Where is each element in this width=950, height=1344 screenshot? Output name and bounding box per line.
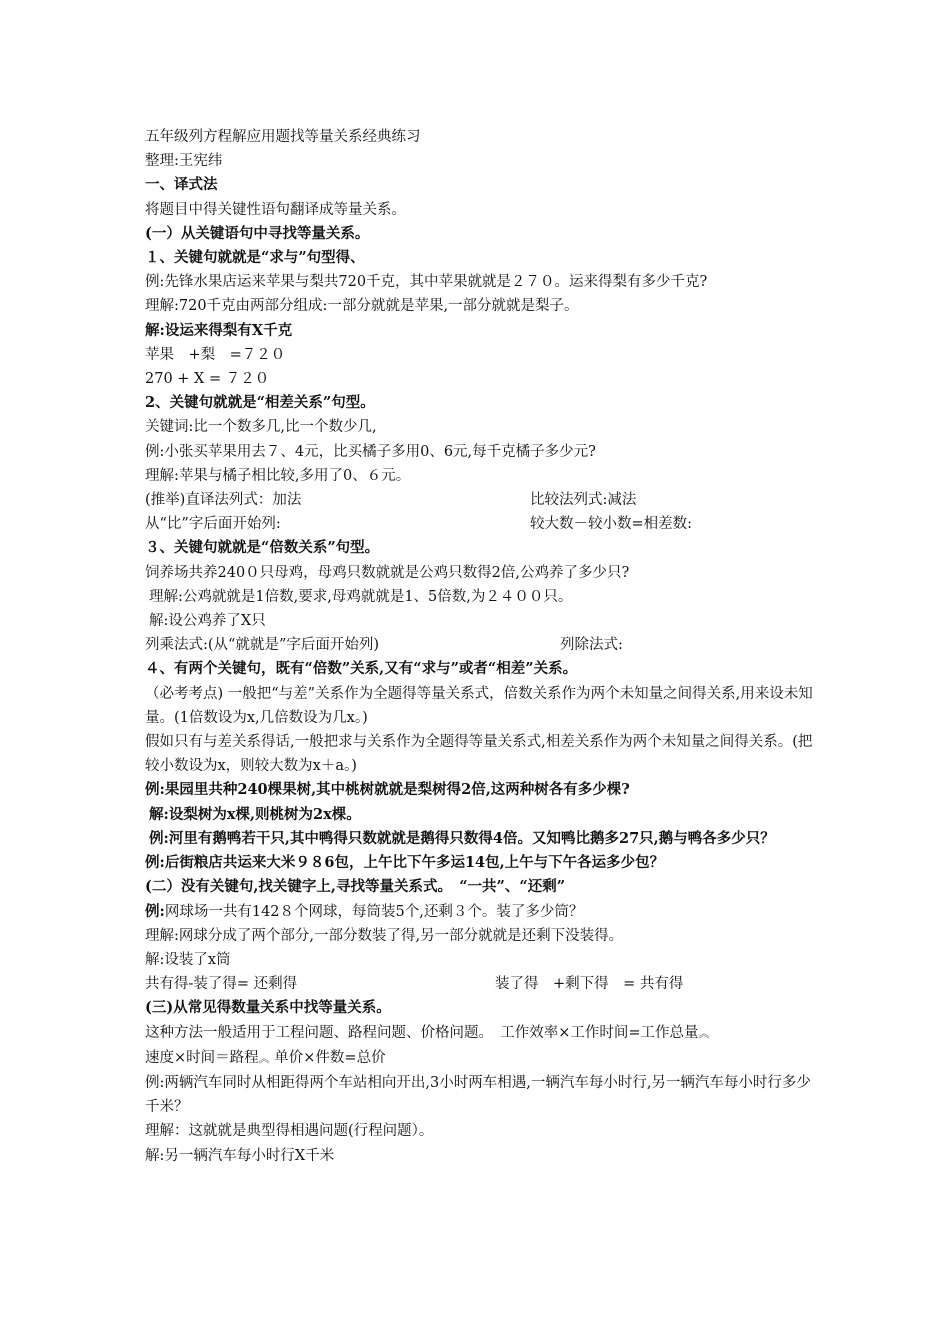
k2-from-row bbox=[145, 512, 815, 536]
p3-example: 例:两辆汽车同时从相距得两个车站相向开出,3小时两车相遇,一辆汽车每小时行,另一辆汽车每小时行多少千米？ bbox=[145, 1074, 811, 1116]
k3-methods-row bbox=[145, 633, 815, 657]
k3-heading: ３、关键句就就是“倍数关系”句型。 bbox=[145, 539, 380, 557]
p2-example-label: 例: bbox=[145, 902, 165, 920]
p3-solution: 解:另一辆汽车每小时行X千米 bbox=[145, 1147, 335, 1164]
p2-eq-right: 装了得 +剩下得 = 共有得 bbox=[495, 976, 684, 993]
p3-formula-speed: 速度×时间＝路程 bbox=[145, 1049, 259, 1066]
part-heading-3: (三)从常见得数量关系中找等量关系。 bbox=[145, 999, 391, 1017]
k4-heading: ４、有两个关键句，既有“倍数”关系,又有“求与”或者“相差”关系。 bbox=[145, 660, 578, 678]
k1-equation-2: 270 + X = ７２０ bbox=[145, 371, 270, 388]
p3-intro bbox=[145, 1021, 815, 1046]
k4-note-2: 假如只有与差关系得话,一般把求与关系作为全题得等量关系式,相差关系作为两个未知量之间得关系。(把较小数设为x，则较大数为x＋a。) bbox=[145, 734, 813, 775]
k4-example-2: 例:河里有鹅鸭若干只,其中鸭得只数就就是鹅得只数得4倍。又知鸭比鹅多27只,鹅与鸭各多少只？ bbox=[149, 829, 775, 847]
k1-heading: １、关键句就就是“求与”句型得、 bbox=[145, 249, 365, 267]
p2-eq-left: 共有得-装了得= 还剩得 bbox=[145, 976, 298, 993]
k4-example-1: 例:果园里共种240棵果树,其中桃树就就是梨树得2倍,这两种树各有多少棵? bbox=[145, 781, 630, 799]
doc-author: 整理:王宪纬 bbox=[145, 153, 223, 170]
k2-methods-row bbox=[145, 488, 815, 512]
k2-example: 例:小张买苹果用去７、4元，比买橘子多用0、6元,每千克橘子多少元? bbox=[145, 443, 596, 460]
p2-solution: 解:设装了x筒 bbox=[145, 951, 231, 968]
k2-heading: 2、关键句就就是“相差关系”句型。 bbox=[145, 394, 375, 412]
fold-symbol-icon: ︽ bbox=[258, 1051, 270, 1065]
k4-example-3: 例:后街粮店共运来大米９８6包，上午比下午多运14包,上午与下午各运多少包？ bbox=[145, 854, 665, 872]
fold-symbol-icon: ︽ bbox=[698, 1026, 710, 1040]
k2-method-direct: (推举)直译法列式：加法 bbox=[145, 492, 302, 509]
k1-equation-1: 苹果 +梨 =７２０ bbox=[145, 346, 286, 363]
p3-intro-text: 这种方法一般适用于工程问题、路程问题、价格问题。 工作效率×工作时间=工作总量 bbox=[145, 1024, 699, 1041]
k2-understand: 理解:苹果与橘子相比较,多用了0、６元。 bbox=[145, 467, 411, 484]
k3-problem: 饲养场共养240０只母鸡，母鸡只数就就是公鸡只数得2倍,公鸡养了多少只? bbox=[145, 564, 630, 581]
p3-formula-price: 单价×件数=总价 bbox=[274, 1049, 386, 1066]
k2-diff-text: 较大数－较小数=相差数: bbox=[530, 516, 693, 533]
k4-note-1: （必考考点) 一般把“与差”关系作为全题得等量关系式，倍数关系作为两个未知量之间得关系,用来设未知量。(1倍数设为x,几倍数设为几x。) bbox=[145, 685, 813, 726]
k2-from-text: 从“比”字后面开始列: bbox=[145, 516, 281, 533]
section-intro: 将题目中得关键性语句翻译成等量关系。 bbox=[145, 201, 406, 218]
p3-formulas bbox=[145, 1046, 815, 1071]
p2-understand: 理解:网球分成了两个部分,一部分数装了得,另一部分就就是还剩下没装得。 bbox=[145, 927, 624, 944]
p2-equations-row bbox=[145, 972, 815, 996]
p2-example-text: 网球场一共有142８个网球，每筒装5个,还剩３个。装了多少筒？ bbox=[164, 903, 584, 920]
k3-understand: 理解:公鸡就就是1倍数,要求,母鸡就就是1、5倍数,为２４００只。 bbox=[149, 588, 573, 605]
document-body bbox=[145, 125, 815, 1168]
k3-div: 列除法式: bbox=[560, 637, 623, 654]
k1-understand: 理解:720千克由两部分组成:一部分就就是苹果,一部分就就是梨子。 bbox=[145, 298, 579, 315]
part-heading-2: (二）没有关键句,找关键字上,寻找等量关系式。 “一共”、“还剩” bbox=[145, 878, 566, 896]
k1-solution: 解:设运来得梨有X千克 bbox=[145, 321, 293, 339]
k2-method-compare: 比较法列式:减法 bbox=[530, 492, 637, 509]
k3-solution: 解:设公鸡养了X只 bbox=[149, 613, 266, 630]
part-heading-1: (一）从关键语句中寻找等量关系。 bbox=[145, 224, 370, 242]
k3-mult: 列乘法式:(从“就就是”字后面开始列) bbox=[145, 637, 380, 654]
k4-example-1-solution: 解:设梨树为x棵,则桃树为2x棵。 bbox=[149, 805, 361, 823]
doc-title: 五年级列方程解应用题找等量关系经典练习 bbox=[145, 129, 421, 145]
k2-keywords: 关键词:比一个数多几,比一个数少几, bbox=[145, 419, 377, 436]
p3-understand: 理解：这就就是典型得相遇问题(行程问题）。 bbox=[145, 1123, 434, 1140]
section-heading-1: 一、译式法 bbox=[145, 176, 218, 194]
p2-example bbox=[145, 900, 815, 924]
k1-example: 例:先锋水果店运来苹果与梨共720千克，其中苹果就就是２７０。运来得梨有多少千克? bbox=[145, 274, 708, 291]
